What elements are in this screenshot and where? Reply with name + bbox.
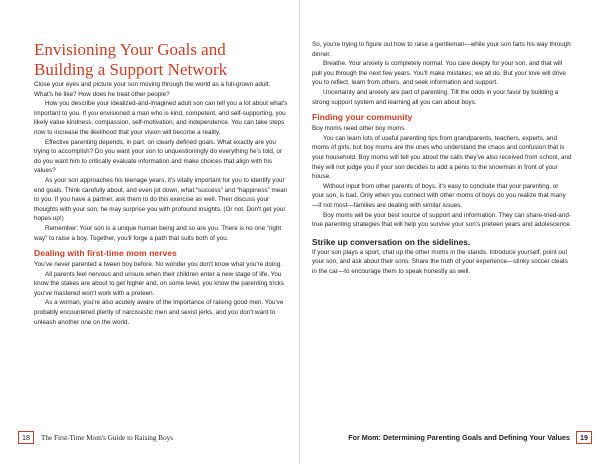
paragraph: Without input from other parents of boys, it's easy to conclude that your parenting, or your son, is bad. Only when you connect with other moms of boys do you realize that many—if not most—families are dealing with similar issues.	[312, 182, 566, 209]
paragraph: So, you're trying to figure out how to raise a gentleman—while your son farts his way through dinner.	[312, 41, 571, 58]
right-column	[312, 40, 572, 276]
left-column	[34, 40, 288, 327]
left-footer	[18, 431, 288, 445]
chapter-heading-line-1: Envisioning Your Goals and	[34, 40, 226, 59]
right-page	[300, 0, 600, 464]
section-heading-finding-community: Finding your community	[312, 112, 413, 123]
paragraph: Close your eyes and picture your son moving through the world as a full-grown adult. What's he like? How does he treat other people?	[34, 81, 271, 98]
chapter-heading-line-2: Building a Support Network	[34, 60, 228, 79]
paragraph: Remember: Your son is a unique human being and so are you. There is no one “right way” to raise a boy. Together, you'll forge a path that suits both of you.	[34, 224, 282, 242]
paragraph: Uncertainty and anxiety are part of parenting. Tilt the odds in your favor by building a strong support system and learning all you can about boys.	[312, 88, 559, 106]
page-number: 19	[576, 431, 592, 444]
paragraph: Effective parenting depends, in part, on clearly defined goals. What exactly are you trying to accomplish? Do you want your son to unquestioningly do everything he's told, or do you want him to critically evaluate information and make choices that align with his values?	[34, 138, 282, 175]
page-number: 18	[18, 431, 34, 444]
right-footer	[312, 431, 592, 445]
paragraph: Breathe. Your anxiety is completely normal. You care deeply for your son, and that will pull you through the next few years. You'll make mistakes; we all do. But your love will drive you to reflect, learn from others, and seek information and support.	[312, 60, 566, 87]
running-head: For Mom: Determining Parenting Goals and Defining Your Values	[348, 433, 570, 442]
running-head: The First-Time Mom's Guide to Raising Boys	[41, 434, 174, 442]
paragraph: Boy moms will be your best source of support and information. They can share-tried-and-true parenting strategies that will help you survive your son's preteen years and adolescence.	[312, 211, 572, 229]
paragraph: All parents feel nervous and unsure when their children enter a new stage of life. You know the stakes are about to get higher and, on some level, you know the parenting tricks you've mastered won't work with a preteen.	[34, 270, 284, 297]
tip-paragraph: If your son plays a sport, chat up the other moms in the stands. Introduce yourself, point out your son, and ask about their sons. Share the truth of your experience—stinky soccer cleats in the car—to encourage them to speak honestly as well.	[312, 248, 568, 275]
paragraph: How you describe your idealized-and-imagined adult son can tell you a lot about what's important to you. If you envisioned a man who is kind, competent, and self-supporting, you likely value kindness, compassion, self-motivation, and independence. You can take steps now to increase the likelihood that your vision will become a reality.	[34, 100, 288, 136]
tip-heading: Strike up conversation on the sidelines.	[312, 236, 471, 247]
paragraph: As your son approaches his teenage years, it's vitally important for you to identify your end goals. Think carefully about, and even jot down, what “success” and “happiness” mean to you. If you have a partner, ask them to do this exercise as well. Then discuss your thoughts with your son; he may surprise you with profound insights. (Or not. Don't get your hopes up!)	[34, 176, 288, 223]
section-heading-first-time-mom-nerves: Dealing with first-time mom nerves	[34, 248, 177, 259]
paragraph: You can learn lots of useful parenting tips from grandparents, teachers, experts, and moms of girls, but boy moms are the ones who understand the chaos and confusion that is your household. Boy moms will tell you about the calls they've also received from school, and they will not judge you if your son decides to add a penis to the snowman in front of your house.	[312, 134, 572, 181]
paragraph: You've never parented a tween boy before. No wonder you don't know what you're doing.	[34, 261, 283, 269]
chapter-heading	[34, 40, 288, 80]
paragraph: Boy moms need other boy moms.	[312, 125, 407, 133]
paragraph: As a woman, you're also acutely aware of the importance of raising good men. You've probably encountered plenty of narcissistic men and sexist jerks, and you don't want to unleash another one on the world.	[34, 299, 284, 326]
